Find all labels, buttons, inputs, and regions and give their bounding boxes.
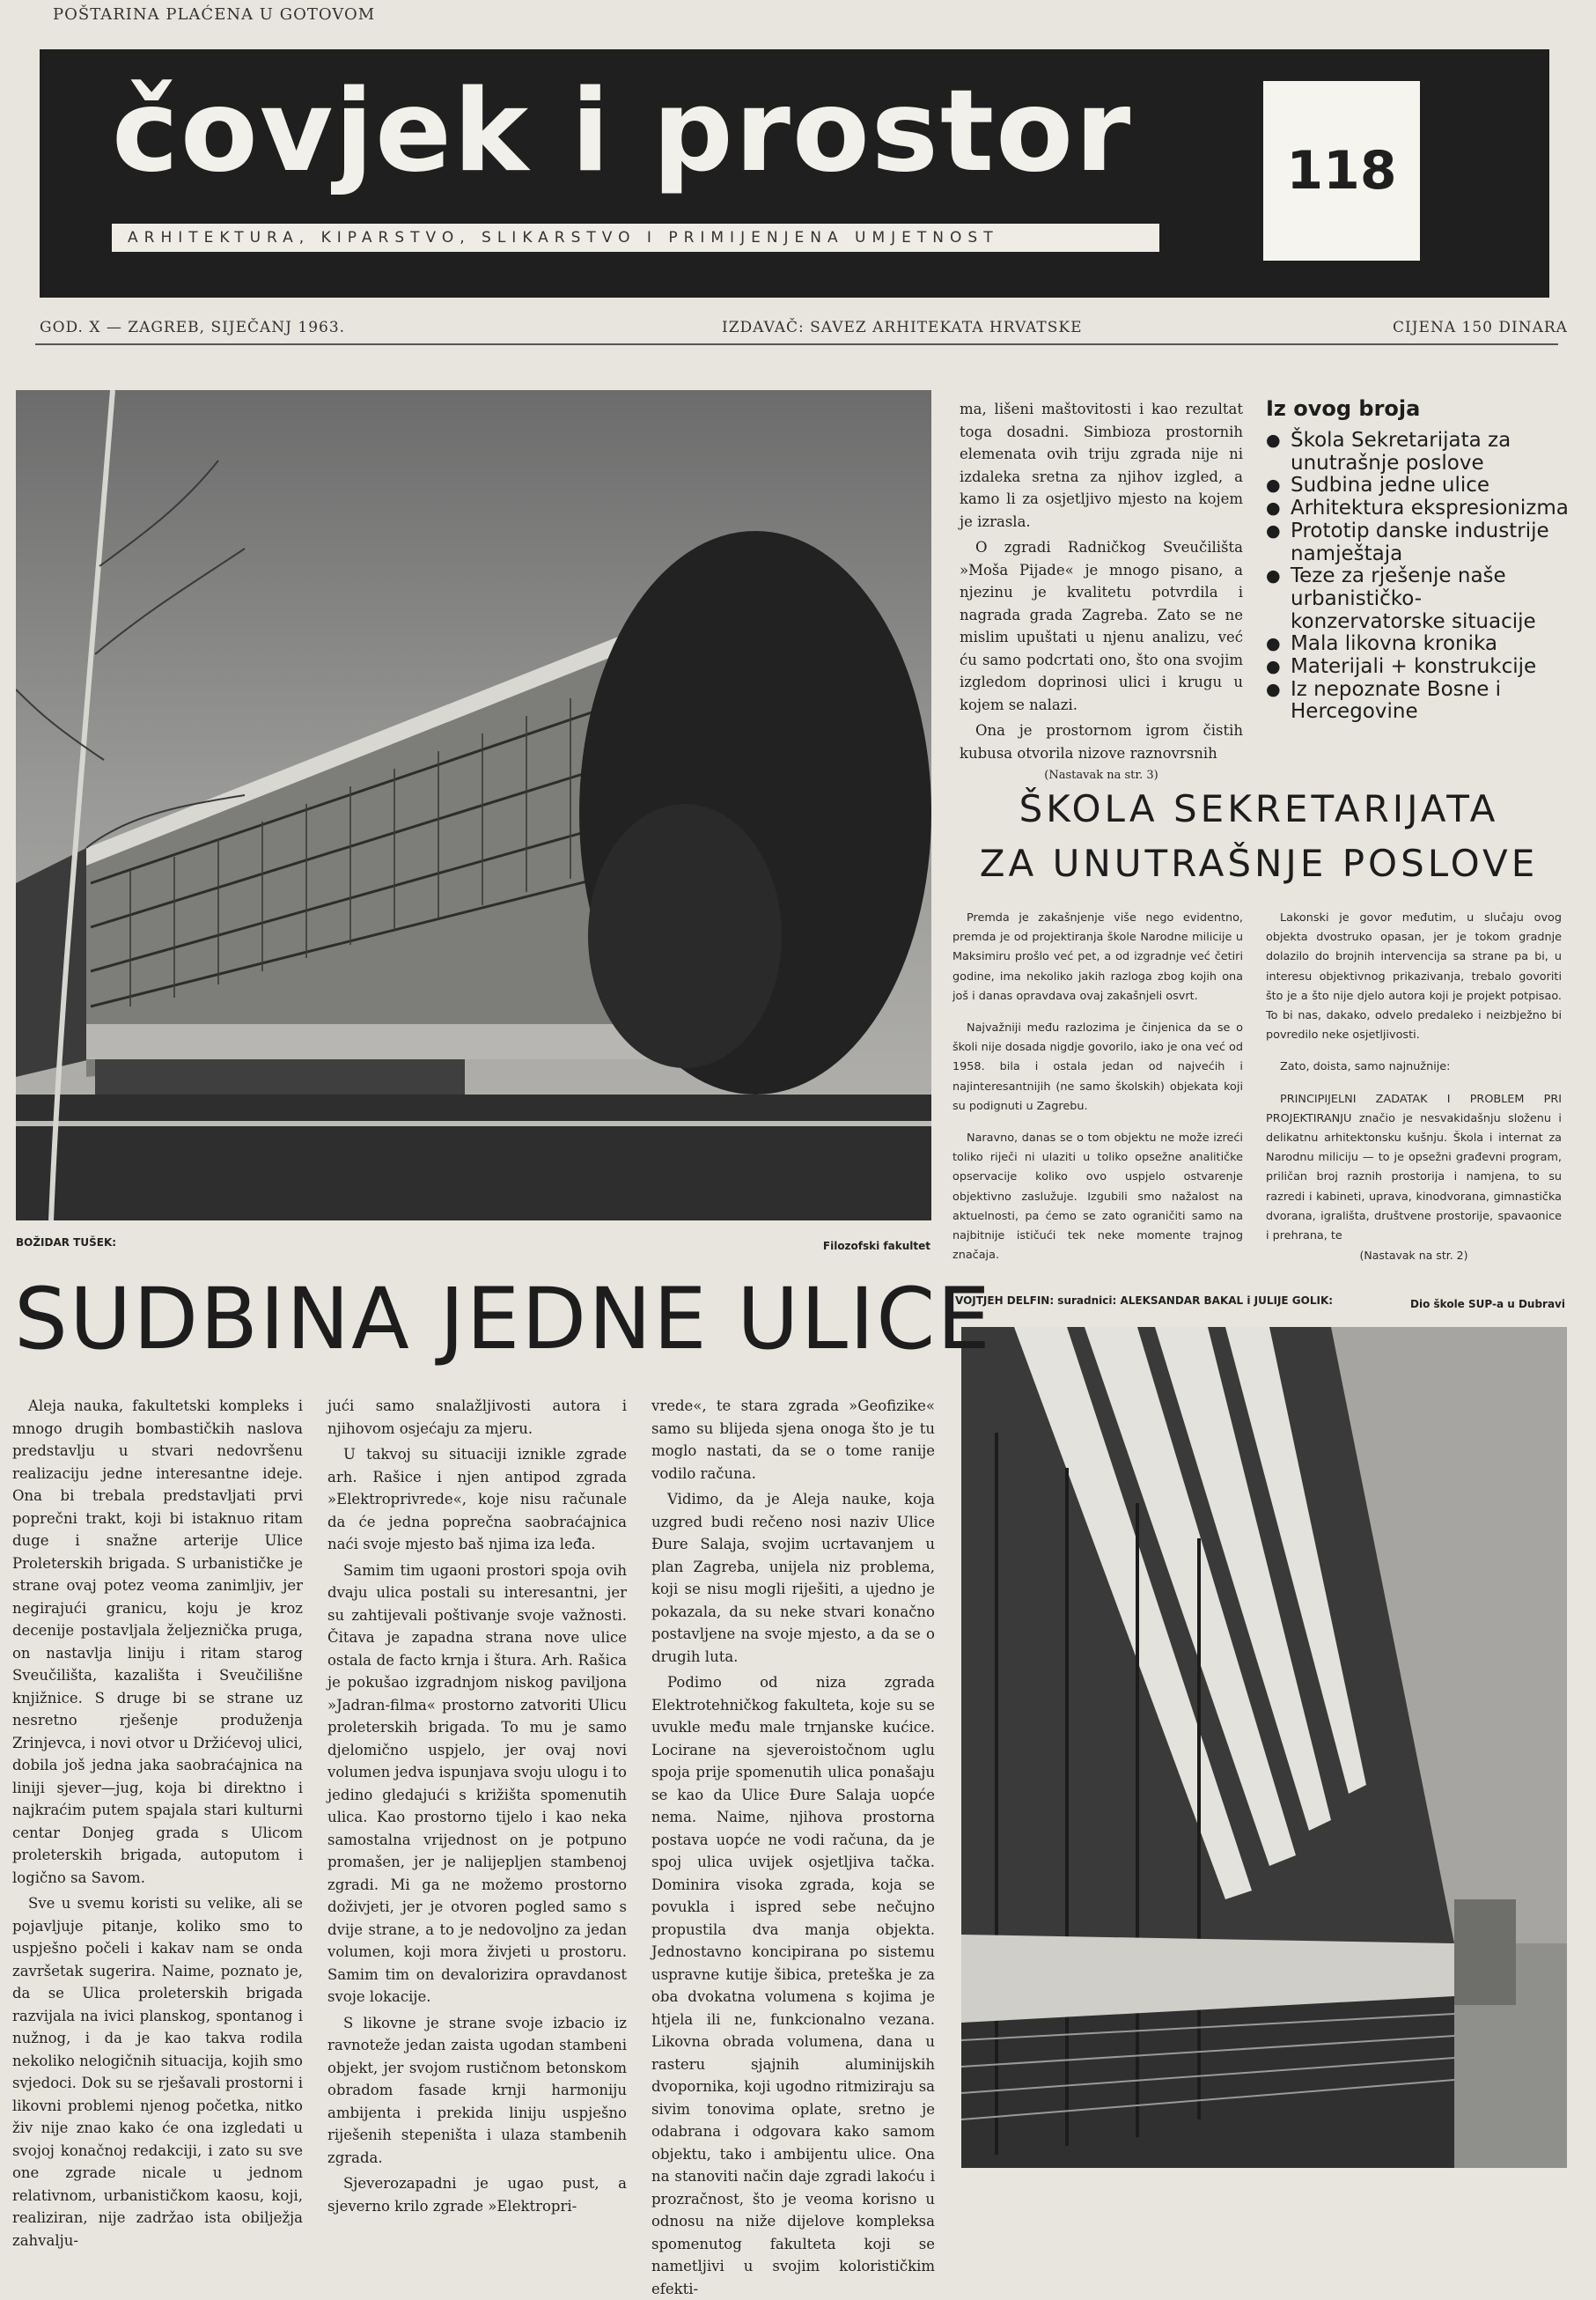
publisher-line: IZDAVAČ: SAVEZ ARHITEKATA HRVATSKE [722, 319, 1083, 336]
photo2-caption: Dio škole SUP-a u Dubravi [1410, 1298, 1565, 1310]
skola-headline-line2: ZA UNUTRAŠNJE POSLOVE [979, 842, 1539, 885]
toc-item: ● Teze za rješenje naše urbanističko-konzervatorske situacije [1266, 565, 1574, 633]
paragraph: jući samo snalažljivosti autora i njihovom osjećaju za mjeru. [327, 1397, 627, 1437]
paragraph: Podimo od niza zgrada Elektrotehničkog fakulteta, koje su se uvukle među male trnjanske kućice. Locirane na sjeveroistočnom uglu spoja prije spomenutih ulica ponašaju se kao da Ulice Đure Salaja uopće nema. Naime, njihova prostorna postava uopće ne vodi računa, da je spoj ulica uvijek osjetljiva tačka. Dominira visoka zgrada, koja se povukla i ispred sebe nečujno propustila dva manja objekta. Jednostavno koncipirana po sistemu uspravne kutije šibica, preteška je za oba dvokatna volumena s kojima je htjela ili ne, funkcionalno vezana. Likovna obrada volumena, dana u rasteru sjajnih aluminijskih dvopornika, koji ugodno ritmiziraju sa sivim tonovima oplate, sretno je odabrana i odgovara kako samom objektu, tako i ambijentu ulice. Ona na stanoviti način daje zgradi lakoću i prozračnost, što je veoma korisno u odnosu na niže dijelove kompleksa spomenutog fakulteta koji se nametljivi u svojim kolorističkim efekti- [651, 1674, 935, 2297]
header-rule [35, 343, 1558, 345]
paragraph: ma, lišeni maštovitosti i kao rezultat toga dosadni. Simbioza prostornih elemenata ovih triju zgrada nije ni izdaleka sretna za njihov izgled, a kamo li za osjetljivo mjesto na kojem je izrasla. [960, 401, 1243, 530]
toc-list [1266, 430, 1574, 724]
skola-headline [938, 782, 1580, 891]
magazine-subtitle: ARHITEKTURA, KIPARSTVO, SLIKARSTVO I PRIMIJENJENA UMJETNOST [112, 224, 1159, 252]
toc-item: ● Arhitektura ekspresionizma [1266, 498, 1574, 520]
school-facade-photo [961, 1327, 1567, 2168]
photo2-author: VOJTJEH DELFIN: suradnici: ALEKSANDAR BAKAL i JULIJE GOLIK: [955, 1294, 1334, 1307]
paragraph: O zgradi Radničkog Sveučilišta »Moša Pijade« je mnogo pisano, a njezinu je kvalitetu potvrdila i nagrada grada Zagreba. Zato se ne mislim upuštati u njenu analizu, već ću samo podcrtati ono, što ona svojim izgledom doprinosi ulici i krugu u kojem se nalazi. [960, 539, 1243, 713]
masthead [40, 49, 1549, 298]
toc-item: ● Mala likovna kronika [1266, 633, 1574, 656]
top-article-column [960, 398, 1243, 787]
skola-headline-line1: ŠKOLA SEKRETARIJATA [1019, 787, 1499, 830]
issue-number: 118 [1263, 81, 1420, 261]
paragraph: vrede«, te stara zgrada »Geofizike« samo su blijeda sjena onoga što je tu moglo nastati, da se o tome ranije vodilo računa. [651, 1397, 935, 1482]
sudbina-column-1 [12, 1395, 303, 2252]
photo1-author: BOŽIDAR TUŠEK: [16, 1236, 117, 1249]
postage-notice: POŠTARINA PLAĆENA U GOTOVOM [53, 5, 376, 24]
continued-note: (Nastavak na str. 3) [1044, 769, 1158, 782]
magazine-title: čovjek i prostor [112, 66, 1133, 197]
toc-item: ● Sudbina jedne ulice [1266, 475, 1574, 498]
toc-item: ● Prototip danske industrije namještaja [1266, 520, 1574, 565]
sudbina-column-3 [651, 1395, 935, 2300]
faculty-building-photo [16, 390, 931, 1220]
continued-note: (Nastavak na str. 2) [1359, 1249, 1468, 1263]
skola-column-2 [1266, 909, 1562, 1265]
paragraph: S likovne je strane svoje izbacio iz ravnoteže jedan zaista ugodan stambeni objekt, jer svojom rustičnom betonskom obradom fasade krnji harmoniju ambijenta i prekida liniju uspješno riješenih stepeništa i ulaza stambenih zgrada. [327, 2014, 627, 2166]
paragraph: Premda je zakašnjenje više nego evidentno, premda je od projektiranja škole Narodne milicije u Maksimiru prošlo već pet, a od izgradnje već četiri godine, ima nekoliko jakih razloga zbog kojih ona još i danas opravdava ovaj zakašnjeli osvrt. [952, 911, 1243, 1003]
toc-item: ● Škola Sekretarijata za unutrašnje poslove [1266, 430, 1574, 475]
toc-title: Iz ovog broja [1266, 396, 1421, 421]
paragraph: Lakonski je govor međutim, u slučaju ovog objekta dvostruko opasan, jer je tokom gradnje dolazilo do brojnih intervencija sa strane pa bi, u interesu objektivnog prikazivanja, trebalo govoriti što je a što nije djelo autora koji je projekt potpisao. To bi nas, dakako, odvelo predaleko i neizbježno bi povredilo neke osjetljivosti. [1266, 911, 1562, 1043]
sudbina-headline: SUDBINA JEDNE ULICE [14, 1270, 992, 1368]
paragraph: U takvoj su situaciji iznikle zgrade arh. Rašice i njen antipod zgrada »Elektroprivrede«, koje nisu računale da će jedna poprečna saobraćajnica naći svoje mjesto baš njima iza leđa. [327, 1446, 627, 1552]
paragraph: Samim tim ugaoni prostori spoja ovih dvaju ulica postali su interesantni, jer su zahtijevali poštivanje svoje važnosti. Čitava je zapadna strana nove ulice ostala de facto krnja i štura. Arh. Rašica je pokušao izgradnjom niskog paviljona »Jadran-filma« prostorno zatvoriti Ulicu proleterskih brigada. To mu je samo djelomično uspjelo, jer ovaj novi volumen jedva ispunjava svoju ulogu i to jedino gledajući s križišta spomenutih ulica. Kao prostorno tijelo i kao neka samostalna vrijednost on je potpuno promašen, jer je nalijepljen stambenoj zgradi. Mi ga ne možemo prostorno doživjeti, jer je otvoren pogled samo s dvije strane, a to je nedovoljno za jedan volumen, koji mora živjeti u prostoru. Samim tim on devalorizira opravdanost svoje lokacije. [327, 1561, 627, 2005]
skola-column-1 [952, 909, 1243, 1265]
paragraph: Aleja nauka, fakultetski kompleks i mnogo drugih bombastičkih naslova predstavlju u stvari nedovršenu realizaciju jedne interesantne ideje. Ona bi trebala predstavljati prvi poprečni trakt, koji bi istaknuo ritam duge i snažne arterije Ulice Proleterskih brigada. S urbanističke je strane ovaj potez veoma zanimljiv, jer negirajući granicu, koju je kroz decenije postavljala željeznička pruga, on nastavlja liniju i ritam starog Sveučilišta, kazališta i Sveučilišne knjižnice. S druge bi se strane uz nesretno rješenje produženja Zrinjevca, i novi otvor u Držićevoj ulici, dobila još jedna jaka saobraćajnica na liniji sjever—jug, koja bi direktno i najkraćim putem spajala stari kulturni centar Donjeg grada s Ulicom proleterskih brigada, autoputom i logično sa Savom. [12, 1397, 303, 1886]
toc-item: ● Iz nepoznate Bosne i Hercegovine [1266, 679, 1574, 724]
paragraph: Sve u svemu koristi su velike, ali se pojavljuje pitanje, koliko smo to uspješno počeli i kakav nam se onda završetak sugerira. Naime, poznato je, da se Ulica proleterskih brigada razvijala na ivici planskog, spontanog i nužnog, i da je kao takva rodila nekoliko nelogičnih situacija, kojih smo svjedoci. Dok su se rješavali prostorni i likovni problemi njenog početka, nitko živ nije znao kako će ona izgledati u svojoj konačnoj redakciji, i zato su sve one zgrade nicale u jednom relativnom, urbanističkom kaosu, koji, realiziran, nije zadržao ista obilježja zahvalju- [12, 1895, 303, 2249]
paragraph: PRINCIPIJELNI ZADATAK I PROBLEM PRI PROJEKTIRANJU značio je nesvakidašnju složenu i delikatnu arhitektonsku kušnju. Škola i internat za Narodnu miliciju — to je opsežni građevni program, priličan broj raznih prostorija i namjena, to su razredi i kabineti, uprava, kinodvorana, gimnastička dvorana, igrališta, društvene prostorije, spavaonice i prehrana, te [1266, 1092, 1562, 1243]
paragraph: Sjeverozapadni je ugao pust, a sjeverno krilo zgrade »Elektropri- [327, 2175, 627, 2215]
paragraph: Vidimo, da je Aleja nauke, koja uzgred budi rečeno nosi naziv Ulice Đure Salaja, svojim ucrtavanjem u plan Zagreba, unijela niz problema, koji se nisu mogli riješiti, a ujedno je pokazala, da su neke stvari konačno postavljene na svoje mjesto, a da se o drugih luta. [651, 1491, 935, 1665]
photo1-caption: Filozofski fakultet [822, 1240, 930, 1252]
volume-line: GOD. X — ZAGREB, SIJEČANJ 1963. [40, 319, 346, 336]
paragraph: Naravno, danas se o tom objektu ne može izreći toliko riječi ni ulaziti u toliko opsežne analitičke opservacije koliko ovo uspjelo ostvarenje objektivno zaslužuje. Izgubili smo nažalost na aktuelnosti, pa ćemo se zato ograničiti samo na najbitnije ističući tek neke momente trajnog značaja. [952, 1132, 1243, 1263]
paragraph: Zato, doista, samo najnužnije: [1280, 1060, 1451, 1074]
sudbina-column-2 [327, 1395, 627, 2217]
toc-item: ● Materijali + konstrukcije [1266, 656, 1574, 679]
price-line: CIJENA 150 DINARA [1393, 319, 1568, 336]
paragraph: Najvažniji među razlozima je činjenica da se o školi nije dosada nigdje govorilo, iako je ona već od 1958. bila i ostala jedan od najvećih i najinteresantnijih (ne samo školskih) objekata koji su podignuti u Zagrebu. [952, 1021, 1243, 1113]
paragraph: Ona je prostornom igrom čistih kubusa otvorila nizove raznovrsnih [960, 722, 1243, 762]
